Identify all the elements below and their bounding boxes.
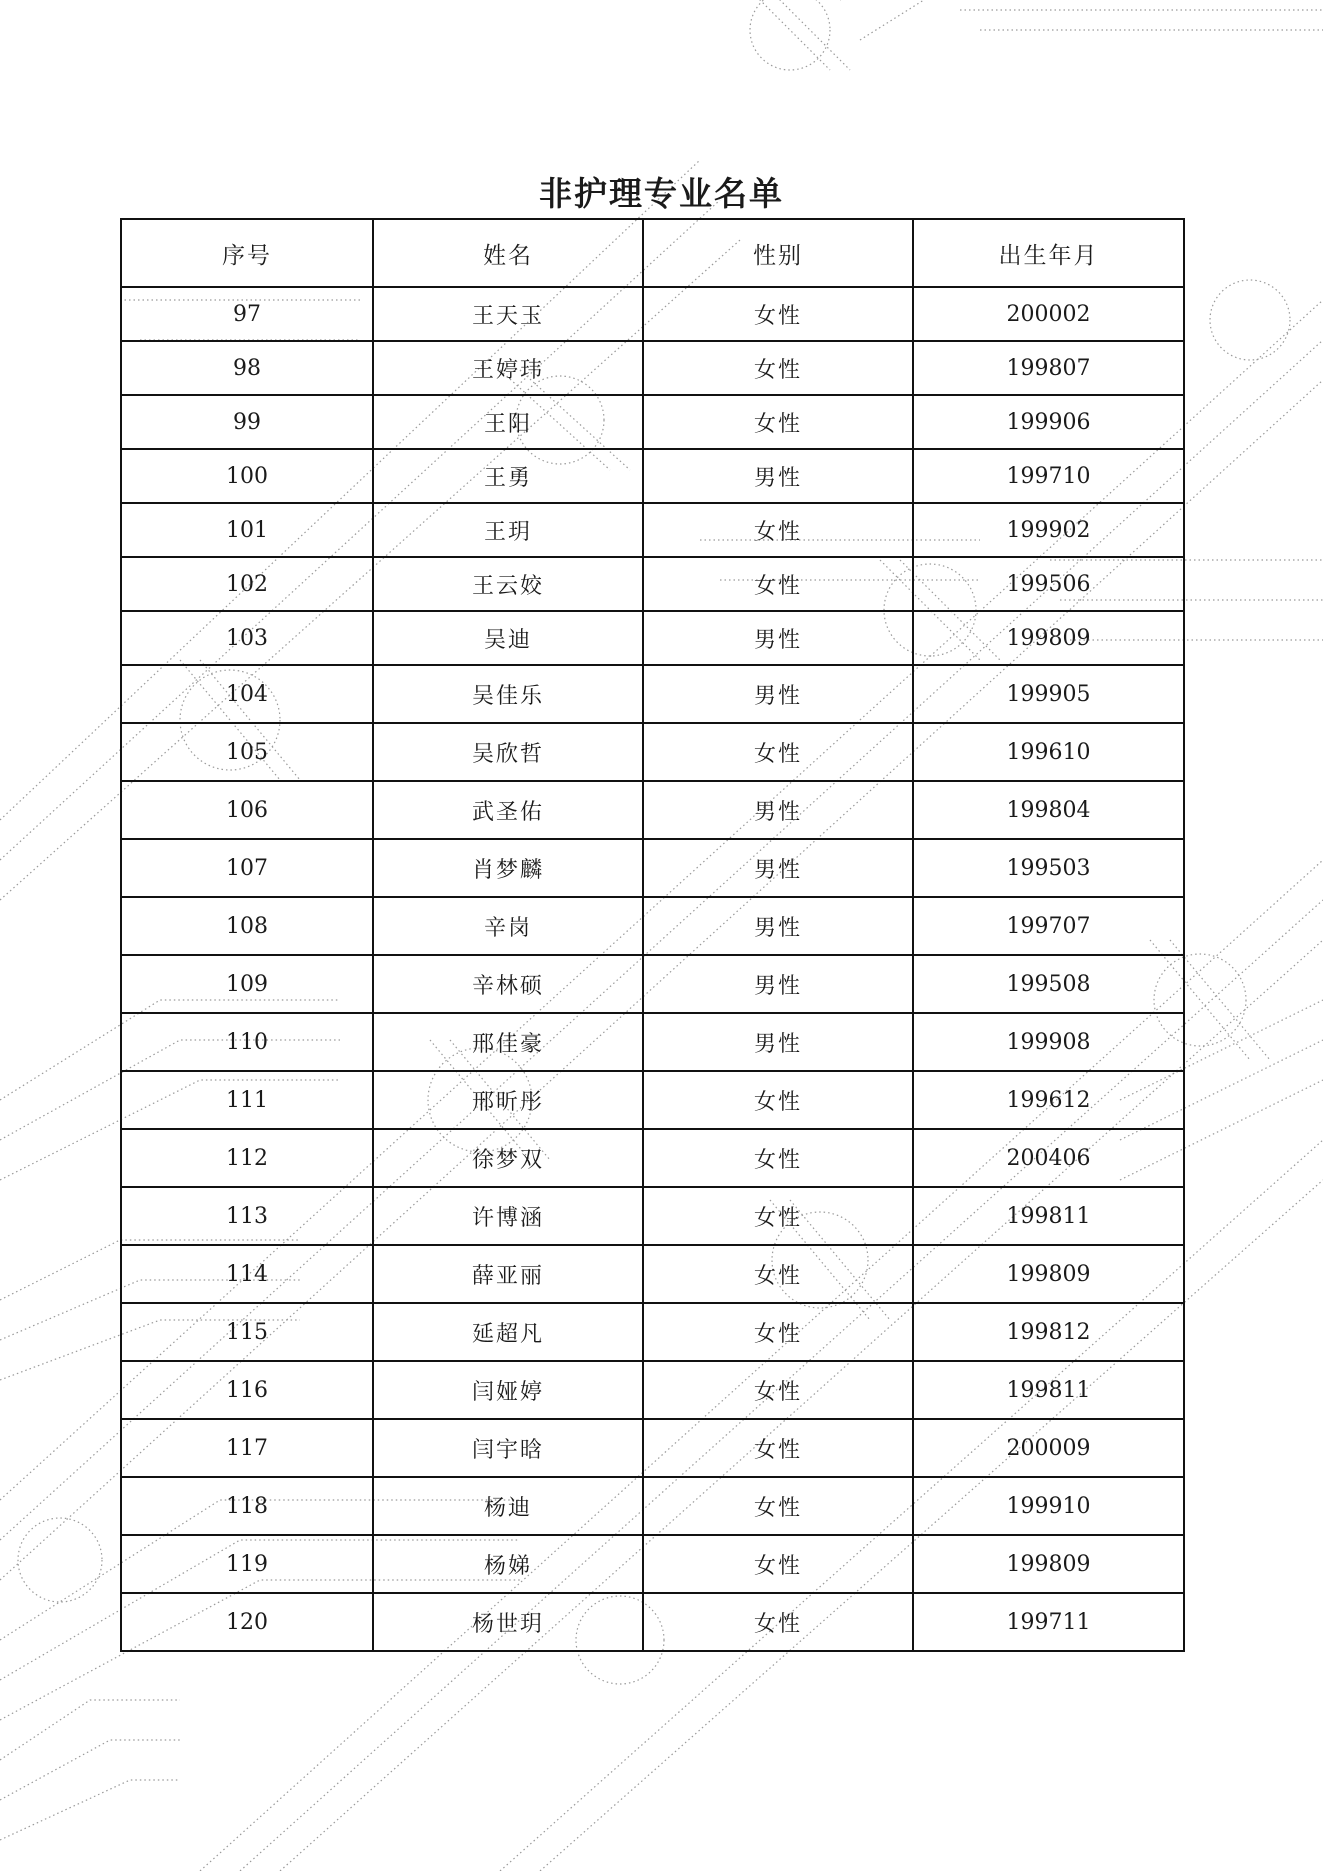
gender-cell: 女性: [643, 1361, 913, 1419]
name-cell: 闫娅婷: [373, 1361, 643, 1419]
header-name: 姓名: [373, 219, 643, 287]
header-serial-number: 序号: [121, 219, 373, 287]
gender-cell: 女性: [643, 1187, 913, 1245]
serial-cell: 102: [121, 557, 373, 611]
gender-cell: 男性: [643, 897, 913, 955]
name-cell: 王天玉: [373, 287, 643, 341]
serial-cell: 100: [121, 449, 373, 503]
name-cell: 薛亚丽: [373, 1245, 643, 1303]
birth-cell: 199707: [913, 897, 1184, 955]
serial-cell: 113: [121, 1187, 373, 1245]
birth-cell: 200406: [913, 1129, 1184, 1187]
table-row: [121, 1013, 1184, 1071]
serial-cell: 99: [121, 395, 373, 449]
birth-cell: 199902: [913, 503, 1184, 557]
name-cell: 辛林硕: [373, 955, 643, 1013]
gender-cell: 男性: [643, 449, 913, 503]
table-row: [121, 1245, 1184, 1303]
serial-cell: 106: [121, 781, 373, 839]
name-cell: 徐梦双: [373, 1129, 643, 1187]
birth-cell: 199711: [913, 1593, 1184, 1651]
gender-cell: 女性: [643, 723, 913, 781]
name-cell: 杨娣: [373, 1535, 643, 1593]
table-row: [121, 955, 1184, 1013]
birth-cell: 199811: [913, 1187, 1184, 1245]
name-cell: 吴欣哲: [373, 723, 643, 781]
serial-cell: 111: [121, 1071, 373, 1129]
name-cell: 闫宇晗: [373, 1419, 643, 1477]
gender-cell: 女性: [643, 395, 913, 449]
birth-cell: 199811: [913, 1361, 1184, 1419]
serial-cell: 114: [121, 1245, 373, 1303]
name-cell: 杨迪: [373, 1477, 643, 1535]
gender-cell: 男性: [643, 611, 913, 665]
gender-cell: 男性: [643, 665, 913, 723]
table-row: [121, 395, 1184, 449]
serial-cell: 110: [121, 1013, 373, 1071]
serial-cell: 97: [121, 287, 373, 341]
non-nursing-roster-table: [120, 218, 1185, 1652]
gender-cell: 女性: [643, 1071, 913, 1129]
birth-cell: 199812: [913, 1303, 1184, 1361]
table-row: [121, 503, 1184, 557]
serial-cell: 98: [121, 341, 373, 395]
table-row: [121, 1129, 1184, 1187]
name-cell: 杨世玥: [373, 1593, 643, 1651]
birth-cell: 199809: [913, 1535, 1184, 1593]
gender-cell: 女性: [643, 1245, 913, 1303]
table-row: [121, 723, 1184, 781]
gender-cell: 男性: [643, 955, 913, 1013]
name-cell: 邢昕彤: [373, 1071, 643, 1129]
gender-cell: 女性: [643, 1593, 913, 1651]
name-cell: 吴佳乐: [373, 665, 643, 723]
table-row: [121, 781, 1184, 839]
table-row: [121, 611, 1184, 665]
birth-cell: 199908: [913, 1013, 1184, 1071]
birth-cell: 199804: [913, 781, 1184, 839]
gender-cell: 女性: [643, 503, 913, 557]
birth-cell: 199807: [913, 341, 1184, 395]
gender-cell: 女性: [643, 1303, 913, 1361]
name-cell: 吴迪: [373, 611, 643, 665]
birth-cell: 199508: [913, 955, 1184, 1013]
name-cell: 王勇: [373, 449, 643, 503]
name-cell: 邢佳豪: [373, 1013, 643, 1071]
document-title: 非护理专业名单: [539, 174, 784, 213]
table-row: [121, 839, 1184, 897]
birth-cell: 199506: [913, 557, 1184, 611]
gender-cell: 女性: [643, 1535, 913, 1593]
serial-cell: 119: [121, 1535, 373, 1593]
gender-cell: 女性: [643, 287, 913, 341]
birth-cell: 199905: [913, 665, 1184, 723]
gender-cell: 男性: [643, 839, 913, 897]
serial-cell: 103: [121, 611, 373, 665]
serial-cell: 107: [121, 839, 373, 897]
serial-cell: 105: [121, 723, 373, 781]
name-cell: 肖梦麟: [373, 839, 643, 897]
serial-cell: 108: [121, 897, 373, 955]
table-row: [121, 1419, 1184, 1477]
birth-cell: 199910: [913, 1477, 1184, 1535]
name-cell: 王云姣: [373, 557, 643, 611]
table-header-row: [121, 219, 1184, 287]
serial-cell: 109: [121, 955, 373, 1013]
gender-cell: 女性: [643, 1129, 913, 1187]
serial-cell: 104: [121, 665, 373, 723]
birth-cell: 200009: [913, 1419, 1184, 1477]
table-row: [121, 287, 1184, 341]
gender-cell: 男性: [643, 1013, 913, 1071]
birth-cell: 199809: [913, 1245, 1184, 1303]
gender-cell: 男性: [643, 781, 913, 839]
table-row: [121, 665, 1184, 723]
serial-cell: 117: [121, 1419, 373, 1477]
table-row: [121, 1187, 1184, 1245]
gender-cell: 女性: [643, 1419, 913, 1477]
birth-cell: 199503: [913, 839, 1184, 897]
name-cell: 延超凡: [373, 1303, 643, 1361]
birth-cell: 199612: [913, 1071, 1184, 1129]
serial-cell: 112: [121, 1129, 373, 1187]
table-row: [121, 557, 1184, 611]
header-gender: 性别: [643, 219, 913, 287]
name-cell: 王阳: [373, 395, 643, 449]
table-row: [121, 1593, 1184, 1651]
header-birth-month: 出生年月: [913, 219, 1184, 287]
serial-cell: 118: [121, 1477, 373, 1535]
birth-cell: 199710: [913, 449, 1184, 503]
name-cell: 武圣佑: [373, 781, 643, 839]
serial-cell: 116: [121, 1361, 373, 1419]
table-row: [121, 1361, 1184, 1419]
serial-cell: 120: [121, 1593, 373, 1651]
table-row: [121, 341, 1184, 395]
birth-cell: 199809: [913, 611, 1184, 665]
table-row: [121, 897, 1184, 955]
birth-cell: 200002: [913, 287, 1184, 341]
gender-cell: 女性: [643, 1477, 913, 1535]
name-cell: 王玥: [373, 503, 643, 557]
table-row: [121, 1303, 1184, 1361]
serial-cell: 101: [121, 503, 373, 557]
serial-cell: 115: [121, 1303, 373, 1361]
gender-cell: 女性: [643, 341, 913, 395]
birth-cell: 199906: [913, 395, 1184, 449]
name-cell: 王婷玮: [373, 341, 643, 395]
table-row: [121, 1477, 1184, 1535]
table-row: [121, 1071, 1184, 1129]
gender-cell: 女性: [643, 557, 913, 611]
name-cell: 许博涵: [373, 1187, 643, 1245]
birth-cell: 199610: [913, 723, 1184, 781]
table-row: [121, 1535, 1184, 1593]
table-row: [121, 449, 1184, 503]
name-cell: 辛岗: [373, 897, 643, 955]
